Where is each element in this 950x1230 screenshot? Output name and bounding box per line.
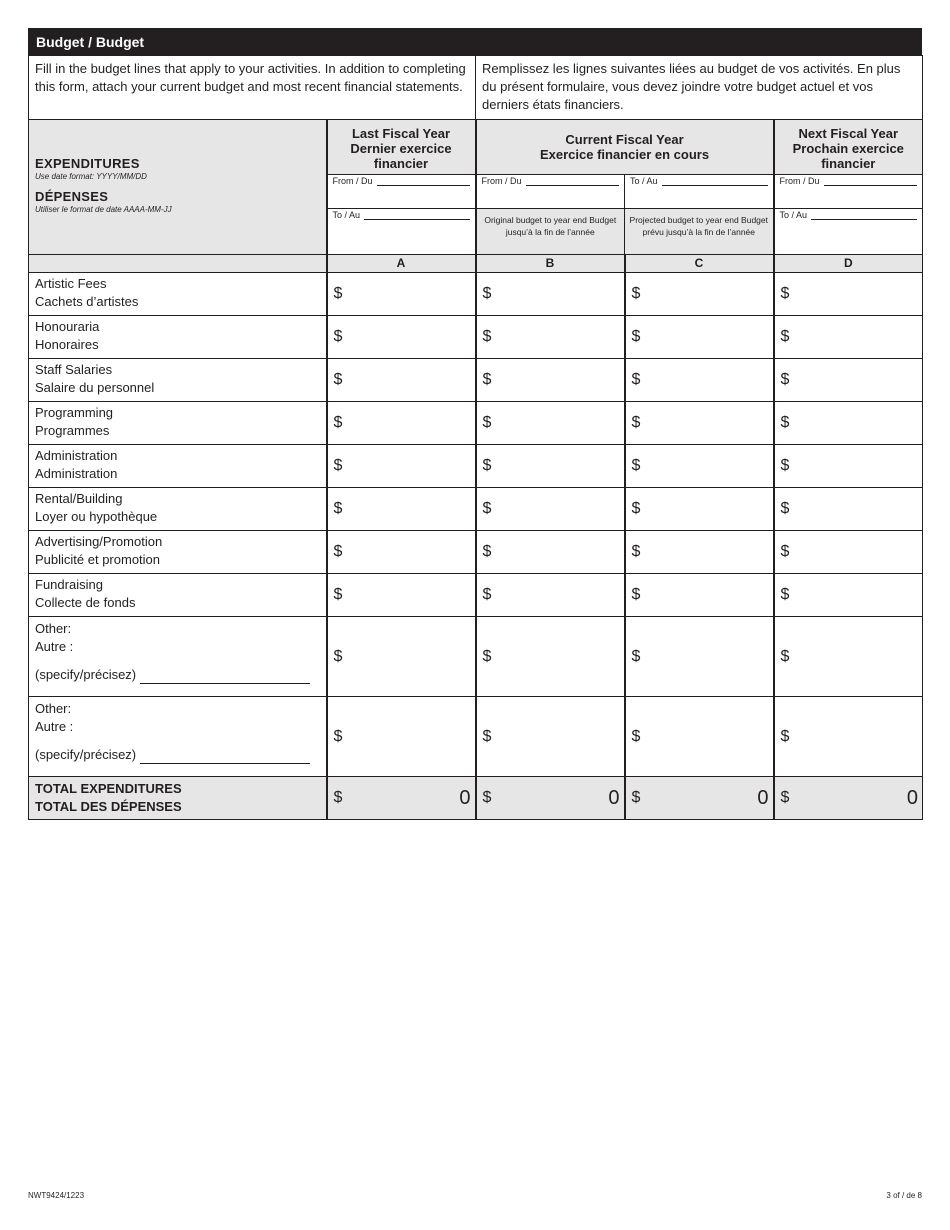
total-value: 0: [459, 786, 471, 809]
amount-cell-a[interactable]: [327, 316, 476, 359]
date-hint-fr: Utiliser le format de date AAAA-MM-JJ: [35, 205, 172, 214]
dollar-sign: $: [631, 414, 641, 431]
amount-cell-c[interactable]: [625, 359, 774, 402]
total-a: [327, 777, 476, 820]
intro-english: Fill in the budget lines that apply to your activities. In addition to completing this form, attach your current budget and most recent financial statements.: [29, 56, 476, 120]
dollar-sign: $: [482, 328, 492, 345]
table-row: [29, 402, 923, 445]
amount-cell-d[interactable]: [774, 697, 923, 777]
dollar-sign: $: [482, 371, 492, 388]
expense-label-en: Administration: [35, 448, 118, 463]
from-label: From / Du: [779, 176, 820, 186]
dollar-sign: $: [631, 285, 641, 302]
dollar-sign: $: [333, 371, 343, 388]
current-fy-to-cell: [625, 175, 774, 209]
expense-label: [29, 531, 327, 574]
total-b: [476, 777, 625, 820]
next-fy-to-cell: [774, 209, 923, 255]
amount-cell-b[interactable]: [476, 316, 625, 359]
last-fy-from-cell: [327, 175, 476, 209]
amount-cell-a[interactable]: [327, 488, 476, 531]
dollar-sign: $: [631, 371, 641, 388]
table-row-other: [29, 697, 923, 777]
last-fy-to-cell: [327, 209, 476, 255]
amount-cell-a[interactable]: [327, 574, 476, 617]
specify-field[interactable]: [140, 670, 310, 684]
column-letter-d: D: [774, 255, 923, 273]
amount-cell-b[interactable]: [476, 273, 625, 316]
expense-label-en: Rental/Building: [35, 491, 123, 506]
amount-cell-b[interactable]: [476, 697, 625, 777]
amount-cell-d[interactable]: [774, 488, 923, 531]
total-c: [625, 777, 774, 820]
column-letter-c: C: [625, 255, 774, 273]
dollar-sign: $: [333, 543, 343, 560]
expense-label: [29, 316, 327, 359]
dollar-sign: $: [780, 500, 790, 517]
table-row: [29, 445, 923, 488]
expense-label-fr: Publicité et promotion: [35, 552, 161, 567]
from-label: From / Du: [481, 176, 522, 186]
dollar-sign: $: [482, 457, 492, 474]
from-label: From / Du: [332, 176, 373, 186]
dollar-sign: $: [482, 789, 492, 806]
expense-label: [29, 445, 327, 488]
amount-cell-c[interactable]: [625, 488, 774, 531]
amount-cell-d[interactable]: [774, 531, 923, 574]
expense-label-fr: Collecte de fonds: [35, 595, 136, 610]
expense-label: [29, 402, 327, 445]
dollar-sign: $: [333, 457, 343, 474]
expense-label-en: Honouraria: [35, 319, 100, 334]
current-fy-from-cell: [476, 175, 625, 209]
amount-cell-b[interactable]: [476, 531, 625, 574]
amount-cell-b[interactable]: [476, 402, 625, 445]
form-code: NWT9424/1223: [28, 1191, 85, 1200]
expense-label-en: Fundraising: [35, 577, 103, 592]
expense-label: [29, 488, 327, 531]
total-label-en: TOTAL EXPENDITURES: [35, 781, 182, 796]
amount-cell-d[interactable]: [774, 574, 923, 617]
amount-cell-d[interactable]: [774, 359, 923, 402]
expenditures-header: [29, 120, 327, 255]
expense-label-en: Advertising/Promotion: [35, 534, 163, 549]
other-label: [29, 617, 327, 697]
total-d: [774, 777, 923, 820]
amount-cell-c[interactable]: [625, 273, 774, 316]
amount-cell-b[interactable]: [476, 488, 625, 531]
next-fy-from-field[interactable]: [824, 175, 918, 186]
letters-spacer: [29, 255, 327, 273]
page-number: 3 of / de 8: [886, 1191, 922, 1200]
column-letter-b: B: [476, 255, 625, 273]
expenditures-label-fr: DÉPENSES: [35, 189, 109, 204]
dollar-sign: $: [482, 586, 492, 603]
dollar-sign: $: [333, 647, 343, 665]
expense-label-fr: Cachets d’artistes: [35, 294, 139, 309]
expenditures-label-en: EXPENDITURES: [35, 156, 140, 171]
other-label-fr: Autre :: [35, 639, 74, 654]
expense-label-en: Staff Salaries: [35, 362, 113, 377]
table-row: [29, 273, 923, 316]
table-row: [29, 574, 923, 617]
dollar-sign: $: [333, 328, 343, 345]
last-fy-to-field[interactable]: [364, 209, 469, 220]
table-row-other: [29, 617, 923, 697]
amount-cell-c[interactable]: [625, 574, 774, 617]
column-letter-a: A: [327, 255, 476, 273]
amount-cell-c[interactable]: [625, 402, 774, 445]
amount-cell-a[interactable]: [327, 445, 476, 488]
expense-label-fr: Administration: [35, 466, 118, 481]
amount-cell-c[interactable]: [625, 531, 774, 574]
next-fy-from-cell: [774, 175, 923, 209]
amount-cell-d[interactable]: [774, 316, 923, 359]
other-label: [29, 697, 327, 777]
dollar-sign: $: [780, 328, 790, 345]
expense-label: [29, 574, 327, 617]
dollar-sign: $: [780, 457, 790, 474]
original-budget-note: Original budget to year end Budget jusqu’à la fin de l’année: [476, 209, 625, 255]
dollar-sign: $: [482, 500, 492, 517]
dollar-sign: $: [333, 500, 343, 517]
amount-cell-c[interactable]: [625, 617, 774, 697]
amount-cell-c[interactable]: [625, 316, 774, 359]
amount-cell-d[interactable]: [774, 402, 923, 445]
amount-cell-c[interactable]: [625, 445, 774, 488]
dollar-sign: $: [482, 285, 492, 302]
next-fiscal-year-header: Next Fiscal Year Prochain exercice financier: [774, 120, 923, 175]
expense-label: [29, 273, 327, 316]
specify-label: (specify/précisez): [35, 747, 137, 762]
other-label-en: Other:: [35, 621, 72, 636]
last-fiscal-year-header: Last Fiscal Year Dernier exercice financier: [327, 120, 476, 175]
dollar-sign: $: [333, 285, 343, 302]
date-hint-en: Use date format: YYYY/MM/DD: [35, 172, 147, 181]
total-value: 0: [906, 786, 919, 809]
to-label: To / Au: [630, 176, 658, 186]
dollar-sign: $: [780, 647, 790, 665]
amount-cell-b[interactable]: [476, 359, 625, 402]
amount-cell-a[interactable]: [327, 617, 476, 697]
amount-cell-b[interactable]: [476, 574, 625, 617]
dollar-sign: $: [631, 328, 641, 345]
other-label-en: Other:: [35, 701, 72, 716]
total-label: [29, 777, 327, 820]
dollar-sign: $: [631, 457, 641, 474]
current-fiscal-year-header: Current Fiscal Year Exercice financier en cours: [476, 120, 774, 175]
table-row: [29, 531, 923, 574]
total-value: 0: [757, 786, 769, 809]
expense-label-fr: Salaire du personnel: [35, 380, 155, 395]
expense-label-fr: Programmes: [35, 423, 110, 438]
projected-budget-note: Projected budget to year end Budget prévu jusqu’à la fin de l’année: [625, 209, 774, 255]
total-label-fr: TOTAL DES DÉPENSES: [35, 799, 182, 814]
dollar-sign: $: [780, 543, 790, 560]
amount-cell-a[interactable]: [327, 531, 476, 574]
dollar-sign: $: [631, 727, 641, 745]
budget-form: [28, 28, 922, 820]
amount-cell-a[interactable]: [327, 273, 476, 316]
table-row: [29, 488, 923, 531]
amount-cell-a[interactable]: [327, 697, 476, 777]
dollar-sign: $: [780, 371, 790, 388]
next-fy-to-field[interactable]: [811, 209, 917, 220]
expense-label-en: Programming: [35, 405, 114, 420]
other-label-fr: Autre :: [35, 719, 74, 734]
amount-cell-d[interactable]: [774, 445, 923, 488]
budget-table: [28, 55, 923, 820]
expense-label-en: Artistic Fees: [35, 276, 107, 291]
table-row: [29, 359, 923, 402]
amount-cell-c[interactable]: [625, 697, 774, 777]
amount-cell-d[interactable]: [774, 617, 923, 697]
to-label: To / Au: [332, 210, 361, 220]
dollar-sign: $: [482, 543, 492, 560]
amount-cell-b[interactable]: [476, 617, 625, 697]
expense-label: [29, 359, 327, 402]
specify-label: (specify/précisez): [35, 667, 137, 682]
specify-field[interactable]: [140, 750, 310, 764]
dollar-sign: $: [333, 727, 343, 745]
dollar-sign: $: [333, 414, 343, 431]
amount-cell-a[interactable]: [327, 402, 476, 445]
dollar-sign: $: [780, 285, 790, 302]
dollar-sign: $: [631, 543, 641, 560]
to-label: To / Au: [779, 210, 808, 220]
section-title: Budget / Budget: [28, 28, 922, 55]
dollar-sign: $: [482, 727, 492, 745]
intro-french: Remplissez les lignes suivantes liées au budget de vos activités. En plus du présent formulaire, vous devez joindre votre budget actuel et vos derniers états financiers.: [476, 56, 923, 120]
dollar-sign: $: [631, 586, 641, 603]
current-fy-from-field[interactable]: [526, 175, 619, 186]
dollar-sign: $: [333, 586, 343, 603]
dollar-sign: $: [333, 789, 343, 806]
dollar-sign: $: [631, 500, 641, 517]
dollar-sign: $: [780, 586, 790, 603]
dollar-sign: $: [631, 789, 641, 806]
dollar-sign: $: [631, 647, 641, 665]
current-fy-to-field[interactable]: [662, 175, 768, 186]
dollar-sign: $: [780, 414, 790, 431]
amount-cell-d[interactable]: [774, 273, 923, 316]
expense-label-fr: Honoraires: [35, 337, 99, 352]
last-fy-from-field[interactable]: [377, 175, 470, 186]
dollar-sign: $: [482, 414, 492, 431]
total-value: 0: [608, 786, 620, 809]
dollar-sign: $: [780, 727, 790, 745]
table-row: [29, 316, 923, 359]
dollar-sign: $: [482, 647, 492, 665]
dollar-sign: $: [780, 789, 790, 806]
expense-label-fr: Loyer ou hypothèque: [35, 509, 158, 524]
amount-cell-b[interactable]: [476, 445, 625, 488]
amount-cell-a[interactable]: [327, 359, 476, 402]
